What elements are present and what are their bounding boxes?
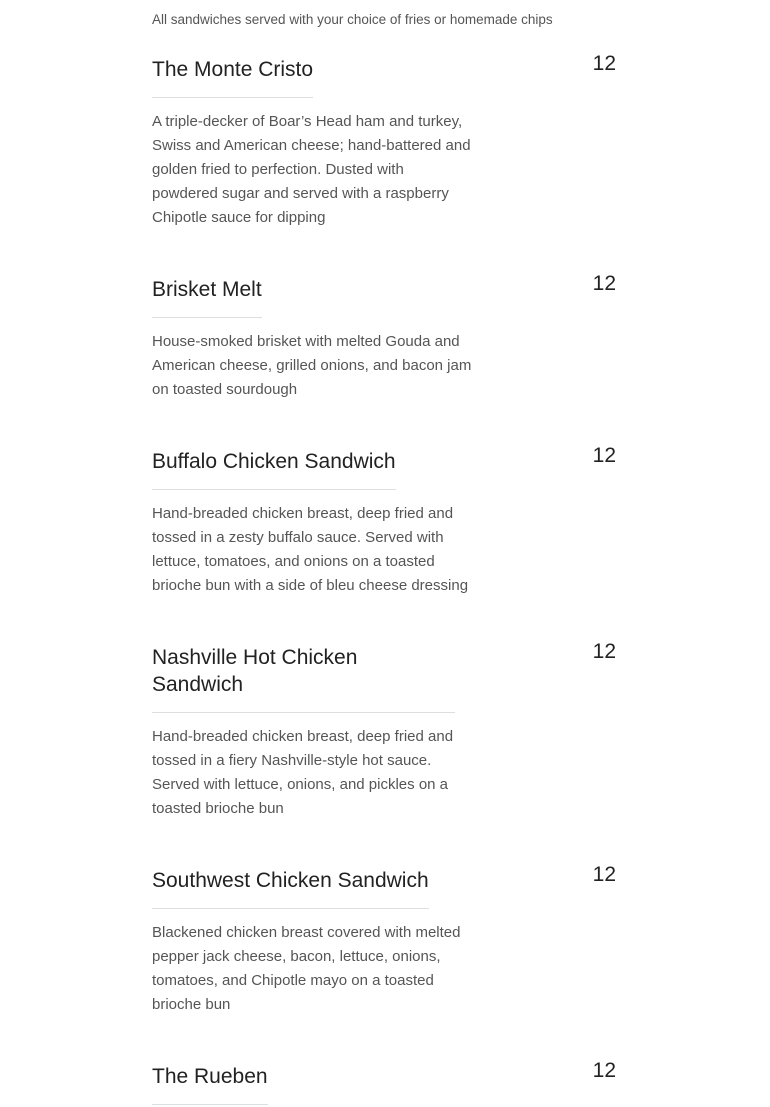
item-price: 12 <box>592 272 616 295</box>
item-price: 12 <box>592 1059 616 1082</box>
menu-intro: All sandwiches served with your choice of fries or homemade chips <box>152 12 553 27</box>
item-price: 12 <box>592 863 616 886</box>
item-description: Hand-breaded chicken breast, deep fried and tossed in a fiery Nashville-style hot sauce. Served with lettuce, onions, and pickles on a toasted brioche bun <box>152 728 454 817</box>
item-price: 12 <box>592 640 616 663</box>
item-name: Brisket Melt <box>152 278 262 301</box>
item-description: House-smoked brisket with melted Gouda and American cheese, grilled onions, and bacon jam on toasted sourdough <box>152 333 472 398</box>
item-price: 12 <box>592 52 616 75</box>
item-price: 12 <box>592 444 616 467</box>
menu-item <box>152 52 618 230</box>
item-name: Nashville Hot Chicken Sandwich <box>152 646 358 696</box>
menu-item <box>152 863 618 1017</box>
item-name: The Rueben <box>152 1065 268 1088</box>
item-title-underline <box>152 867 429 909</box>
item-title-underline <box>152 276 262 318</box>
item-title-underline <box>152 56 313 98</box>
menu-item <box>152 640 618 821</box>
menu-item <box>152 444 618 598</box>
item-description: Blackened chicken breast covered with melted pepper jack cheese, bacon, lettuce, onions, tomatoes, and Chipotle mayo on a toasted brioche bun <box>152 924 461 1013</box>
item-description: Hand-breaded chicken breast, deep fried and tossed in a zesty buffalo sauce. Served with lettuce, tomatoes, and onions on a toasted brioche bun with a side of bleu cheese dressing <box>152 505 469 594</box>
menu-item <box>152 272 618 402</box>
item-title-underline <box>152 1063 268 1105</box>
item-title-underline <box>152 644 455 713</box>
menu-item <box>152 1059 618 1105</box>
item-title-underline <box>152 448 396 490</box>
item-description: A triple-decker of Boar’s Head ham and turkey, Swiss and American cheese; hand-battered and golden fried to perfection. Dusted with powdered sugar and served with a raspberry Chipotle sauce for dipping <box>152 113 471 226</box>
item-name: Buffalo Chicken Sandwich <box>152 450 396 473</box>
item-name: The Monte Cristo <box>152 58 314 81</box>
item-name: Southwest Chicken Sandwich <box>152 869 429 892</box>
